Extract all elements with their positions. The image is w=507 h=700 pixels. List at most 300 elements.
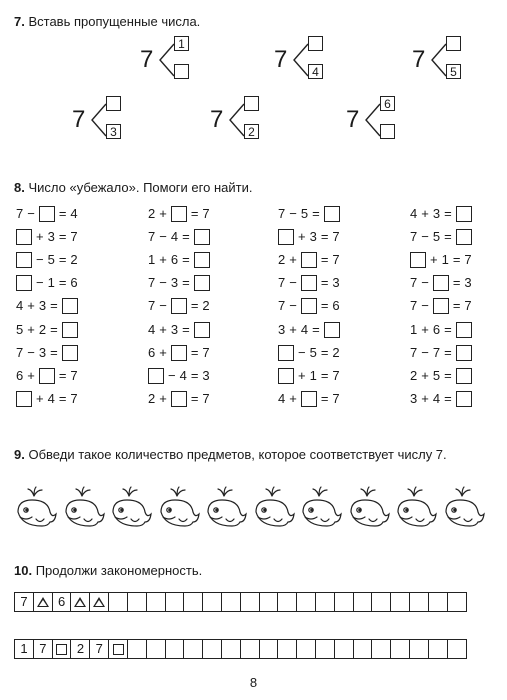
operator: − — [298, 344, 306, 360]
task-7-title — [14, 14, 200, 30]
answer-box[interactable] — [194, 322, 210, 338]
equation — [148, 321, 210, 339]
bond-part-box[interactable]: 3 — [106, 124, 121, 139]
operator: + — [36, 390, 44, 406]
digit-cell: 7 — [14, 592, 34, 612]
empty-cell[interactable] — [409, 639, 429, 659]
operator: = — [320, 275, 329, 291]
operator: = — [444, 206, 452, 221]
number: 7 — [148, 275, 156, 291]
number: 7 — [278, 298, 286, 314]
whale-icon[interactable] — [442, 486, 486, 530]
operator: = — [58, 390, 67, 406]
number: 7 — [410, 275, 418, 291]
operator: = — [320, 298, 329, 314]
operator: − — [159, 298, 167, 314]
operator: = — [444, 321, 452, 337]
operator: = — [58, 275, 67, 291]
bond-part-box[interactable]: 5 — [446, 64, 461, 79]
operator: + — [27, 367, 35, 383]
answer-box[interactable] — [278, 345, 294, 361]
number-bond — [210, 96, 280, 144]
equation — [148, 205, 210, 223]
equation — [410, 205, 472, 223]
bond-part-box[interactable]: 2 — [244, 124, 259, 139]
number: 5 — [300, 206, 309, 221]
answer-box[interactable] — [62, 322, 78, 338]
answer-box[interactable] — [456, 322, 472, 338]
number: 3 — [410, 390, 418, 406]
empty-cell[interactable] — [296, 592, 316, 612]
number: 5 — [432, 229, 441, 245]
number: 2 — [148, 390, 156, 406]
number: 4 — [170, 229, 179, 245]
number: 7 — [70, 229, 78, 245]
operator: + — [289, 252, 297, 268]
empty-cell[interactable] — [447, 592, 467, 612]
task-10-title — [14, 563, 202, 579]
operator: + — [421, 367, 429, 383]
operator: = — [320, 344, 329, 360]
digit-cell: 6 — [52, 592, 72, 612]
equation — [148, 344, 210, 362]
equation — [278, 274, 340, 292]
operator: = — [452, 298, 461, 314]
bond-whole: 7 — [72, 106, 86, 133]
number: 7 — [202, 206, 210, 221]
triangle-icon — [93, 597, 105, 607]
whales-row — [14, 486, 494, 530]
empty-cell[interactable] — [259, 639, 279, 659]
task-7-text: Вставь пропущенные числа. — [28, 14, 201, 29]
triangle-icon — [37, 597, 49, 607]
operator: = — [58, 252, 67, 268]
empty-cell[interactable] — [371, 639, 391, 659]
operator: − — [421, 229, 429, 245]
number: 3 — [38, 298, 47, 314]
number: 6 — [432, 321, 441, 337]
operator: = — [320, 252, 329, 268]
equation — [278, 228, 340, 246]
empty-cell[interactable] — [390, 592, 410, 612]
answer-box[interactable] — [16, 275, 32, 291]
number: 6 — [332, 298, 340, 314]
answer-box[interactable] — [16, 391, 32, 407]
answer-box[interactable] — [16, 229, 32, 245]
operator: = — [58, 206, 67, 221]
operator: = — [182, 229, 190, 245]
empty-cell[interactable] — [221, 639, 241, 659]
task-8-text: Число «убежало». Помоги его найти. — [28, 180, 253, 195]
answer-box[interactable] — [456, 229, 472, 245]
empty-cell[interactable] — [353, 592, 373, 612]
equation — [410, 367, 472, 385]
number: 5 — [432, 367, 441, 383]
operator: + — [159, 321, 167, 337]
answer-box[interactable] — [456, 391, 472, 407]
digit-cell: 1 — [14, 639, 34, 659]
equation — [148, 390, 210, 408]
answer-box[interactable] — [148, 368, 164, 384]
operator: = — [320, 229, 329, 245]
operator: + — [421, 206, 429, 221]
pattern-row-1 — [14, 592, 466, 612]
answer-box[interactable] — [278, 229, 294, 245]
operator: + — [421, 390, 429, 406]
digit-cell: 7 — [33, 639, 53, 659]
equation — [410, 344, 472, 362]
empty-cell[interactable] — [240, 639, 260, 659]
answer-box[interactable] — [16, 252, 32, 268]
bond-part-box[interactable] — [308, 36, 323, 51]
empty-cell[interactable] — [315, 592, 335, 612]
number: 3 — [432, 206, 441, 221]
operator: − — [27, 344, 35, 360]
empty-cell[interactable] — [127, 639, 147, 659]
number: 1 — [47, 275, 55, 291]
task-8-number: 8. — [14, 180, 25, 195]
operator: − — [289, 206, 297, 221]
operator: − — [289, 298, 297, 314]
number: 2 — [202, 298, 210, 314]
answer-box[interactable] — [194, 275, 210, 291]
operator: = — [452, 252, 461, 268]
empty-cell[interactable] — [353, 639, 373, 659]
number: 2 — [332, 344, 340, 360]
whale-icon[interactable] — [299, 486, 343, 530]
empty-cell[interactable] — [183, 639, 203, 659]
operator: − — [36, 252, 44, 268]
operator: + — [289, 390, 297, 406]
empty-cell[interactable] — [108, 592, 128, 612]
empty-cell[interactable] — [146, 592, 166, 612]
number: 6 — [16, 367, 24, 383]
number: 3 — [170, 275, 179, 291]
bond-part-box[interactable] — [174, 64, 189, 79]
equation — [148, 297, 210, 315]
operator: = — [190, 344, 199, 360]
answer-box[interactable] — [171, 206, 187, 222]
number: 7 — [278, 206, 286, 221]
equation — [148, 251, 210, 269]
operator: − — [36, 275, 44, 291]
number: 4 — [70, 206, 78, 221]
number: 4 — [47, 390, 55, 406]
equation — [16, 390, 78, 408]
number: 3 — [332, 275, 340, 291]
operator: + — [27, 298, 35, 314]
answer-box[interactable] — [39, 206, 55, 222]
operator: = — [444, 367, 452, 383]
number: 2 — [410, 367, 418, 383]
answer-box[interactable] — [194, 252, 210, 268]
square-cell — [52, 639, 72, 659]
operator: = — [320, 367, 329, 383]
empty-cell[interactable] — [428, 639, 448, 659]
equation — [16, 297, 78, 315]
operator: = — [444, 229, 452, 245]
number-bond — [72, 96, 142, 144]
empty-cell[interactable] — [165, 592, 185, 612]
answer-box[interactable] — [301, 298, 317, 314]
empty-cell[interactable] — [371, 592, 391, 612]
whale-icon[interactable] — [394, 486, 438, 530]
empty-cell[interactable] — [146, 639, 166, 659]
whale-icon[interactable] — [62, 486, 106, 530]
number: 7 — [148, 298, 156, 314]
answer-box[interactable] — [301, 275, 317, 291]
operator: − — [168, 367, 176, 383]
empty-cell[interactable] — [390, 639, 410, 659]
number-bond — [412, 36, 482, 84]
bond-part-box[interactable]: 6 — [380, 96, 395, 111]
equation — [278, 251, 340, 269]
number: 3 — [170, 321, 179, 337]
equation — [410, 390, 472, 408]
number: 3 — [464, 275, 472, 291]
number: 6 — [170, 252, 179, 268]
whale-icon[interactable] — [204, 486, 248, 530]
equation — [278, 205, 340, 223]
pattern-row-2 — [14, 639, 466, 659]
bond-part-box[interactable]: 1 — [174, 36, 189, 51]
empty-cell[interactable] — [428, 592, 448, 612]
answer-box[interactable] — [62, 298, 78, 314]
operator: + — [289, 321, 297, 337]
equation — [410, 274, 472, 292]
answer-box[interactable] — [278, 368, 294, 384]
bond-whole: 7 — [346, 106, 360, 133]
number: 5 — [309, 344, 317, 360]
number: 3 — [38, 344, 47, 360]
number: 4 — [278, 390, 286, 406]
equation — [278, 390, 340, 408]
number-bond — [140, 36, 210, 84]
empty-cell[interactable] — [277, 639, 297, 659]
operator: = — [182, 321, 190, 337]
answer-box[interactable] — [301, 252, 317, 268]
bond-part-box[interactable] — [244, 96, 259, 111]
equation — [16, 367, 78, 385]
bond-part-box[interactable] — [106, 96, 121, 111]
operator: = — [58, 367, 67, 383]
number: 7 — [16, 344, 24, 360]
operator: = — [320, 390, 329, 406]
answer-box[interactable] — [171, 391, 187, 407]
equation — [16, 274, 78, 292]
operator: + — [298, 367, 306, 383]
number: 3 — [278, 321, 286, 337]
empty-cell[interactable] — [202, 592, 222, 612]
answer-box[interactable] — [456, 206, 472, 222]
operator: + — [36, 229, 44, 245]
number: 1 — [309, 367, 317, 383]
equation — [278, 344, 340, 362]
number: 7 — [332, 229, 340, 245]
empty-cell[interactable] — [202, 639, 222, 659]
operator: − — [421, 275, 429, 291]
answer-box[interactable] — [324, 322, 340, 338]
number: 7 — [410, 229, 418, 245]
empty-cell[interactable] — [447, 639, 467, 659]
operator: + — [159, 252, 167, 268]
number: 6 — [70, 275, 78, 291]
digit-cell: 7 — [89, 639, 109, 659]
answer-box[interactable] — [301, 391, 317, 407]
number: 7 — [432, 344, 441, 360]
operator: = — [190, 298, 199, 314]
empty-cell[interactable] — [315, 639, 335, 659]
number: 2 — [148, 206, 156, 221]
number: 4 — [16, 298, 24, 314]
number: 2 — [38, 321, 47, 337]
number: 7 — [464, 298, 472, 314]
answer-box[interactable] — [171, 345, 187, 361]
empty-cell[interactable] — [259, 592, 279, 612]
whale-icon[interactable] — [109, 486, 153, 530]
task-9-title — [14, 444, 492, 466]
number: 7 — [16, 206, 24, 221]
number: 7 — [148, 229, 156, 245]
answer-box[interactable] — [171, 298, 187, 314]
bond-whole: 7 — [412, 46, 426, 73]
equation — [410, 297, 472, 315]
square-cell — [108, 639, 128, 659]
bond-whole: 7 — [274, 46, 288, 73]
task-9-text: Обведи такое количество предметов, которое соответствует числу 7. — [28, 447, 447, 462]
number: 7 — [410, 298, 418, 314]
operator: = — [312, 206, 320, 221]
operator: = — [50, 344, 58, 360]
triangle-cell — [33, 592, 53, 612]
number: 4 — [148, 321, 156, 337]
operator: = — [452, 275, 461, 291]
digit-cell: 2 — [70, 639, 90, 659]
operator: = — [58, 229, 67, 245]
answer-box[interactable] — [433, 298, 449, 314]
operator: − — [421, 344, 429, 360]
number: 7 — [278, 275, 286, 291]
number: 7 — [202, 344, 210, 360]
operator: = — [190, 206, 199, 221]
operator: + — [298, 229, 306, 245]
number: 7 — [70, 367, 78, 383]
empty-cell[interactable] — [240, 592, 260, 612]
number: 6 — [148, 344, 156, 360]
equation — [16, 251, 78, 269]
operator: + — [159, 344, 167, 360]
number: 2 — [278, 252, 286, 268]
bond-part-box[interactable] — [380, 124, 395, 139]
equation — [410, 321, 472, 339]
number-bond — [346, 96, 416, 144]
operator: = — [190, 390, 199, 406]
whale-icon[interactable] — [157, 486, 201, 530]
operator: + — [421, 321, 429, 337]
number: 3 — [47, 229, 55, 245]
empty-cell[interactable] — [183, 592, 203, 612]
empty-cell[interactable] — [334, 592, 354, 612]
operator: = — [312, 321, 320, 337]
task-10-number: 10. — [14, 563, 33, 578]
whale-icon[interactable] — [347, 486, 391, 530]
triangle-cell — [70, 592, 90, 612]
bond-part-box[interactable] — [446, 36, 461, 51]
triangle-icon — [74, 597, 86, 607]
equation — [148, 367, 210, 385]
task-10-text: Продолжи закономерность. — [35, 563, 203, 578]
equation — [278, 367, 340, 385]
number-bond — [274, 36, 344, 84]
equation — [278, 321, 340, 339]
equation — [148, 228, 210, 246]
equation — [410, 251, 472, 269]
number: 4 — [410, 206, 418, 221]
empty-cell[interactable] — [221, 592, 241, 612]
bond-whole: 7 — [140, 46, 154, 73]
operator: = — [182, 275, 190, 291]
equation — [16, 321, 78, 339]
operator: − — [421, 298, 429, 314]
answer-box[interactable] — [410, 252, 426, 268]
whale-icon[interactable] — [14, 486, 58, 530]
whale-icon[interactable] — [252, 486, 296, 530]
number: 1 — [441, 252, 449, 268]
answer-box[interactable] — [433, 275, 449, 291]
equation — [16, 205, 78, 223]
bond-part-box[interactable]: 4 — [308, 64, 323, 79]
equation — [410, 228, 472, 246]
square-icon — [56, 644, 67, 655]
empty-cell[interactable] — [334, 639, 354, 659]
triangle-cell — [89, 592, 109, 612]
number: 4 — [300, 321, 309, 337]
operator: = — [444, 344, 452, 360]
empty-cell[interactable] — [409, 592, 429, 612]
empty-cell[interactable] — [296, 639, 316, 659]
number: 1 — [148, 252, 156, 268]
answer-box[interactable] — [194, 229, 210, 245]
operator: = — [444, 390, 452, 406]
equation — [278, 297, 340, 315]
answer-box[interactable] — [324, 206, 340, 222]
number: 7 — [202, 390, 210, 406]
number: 7 — [332, 390, 340, 406]
empty-cell[interactable] — [277, 592, 297, 612]
answer-box[interactable] — [39, 368, 55, 384]
operator: − — [289, 275, 297, 291]
number: 5 — [47, 252, 55, 268]
operator: = — [50, 298, 58, 314]
number: 7 — [464, 252, 472, 268]
answer-box[interactable] — [62, 345, 78, 361]
operator: − — [159, 229, 167, 245]
number: 4 — [179, 367, 187, 383]
number: 7 — [70, 390, 78, 406]
number: 7 — [410, 344, 418, 360]
empty-cell[interactable] — [165, 639, 185, 659]
equation — [16, 228, 78, 246]
empty-cell[interactable] — [127, 592, 147, 612]
square-icon — [113, 644, 124, 655]
answer-box[interactable] — [456, 368, 472, 384]
operator: + — [159, 390, 167, 406]
number: 2 — [70, 252, 78, 268]
bond-whole: 7 — [210, 106, 224, 133]
answer-box[interactable] — [456, 345, 472, 361]
equation — [148, 274, 210, 292]
operator: + — [159, 206, 167, 221]
